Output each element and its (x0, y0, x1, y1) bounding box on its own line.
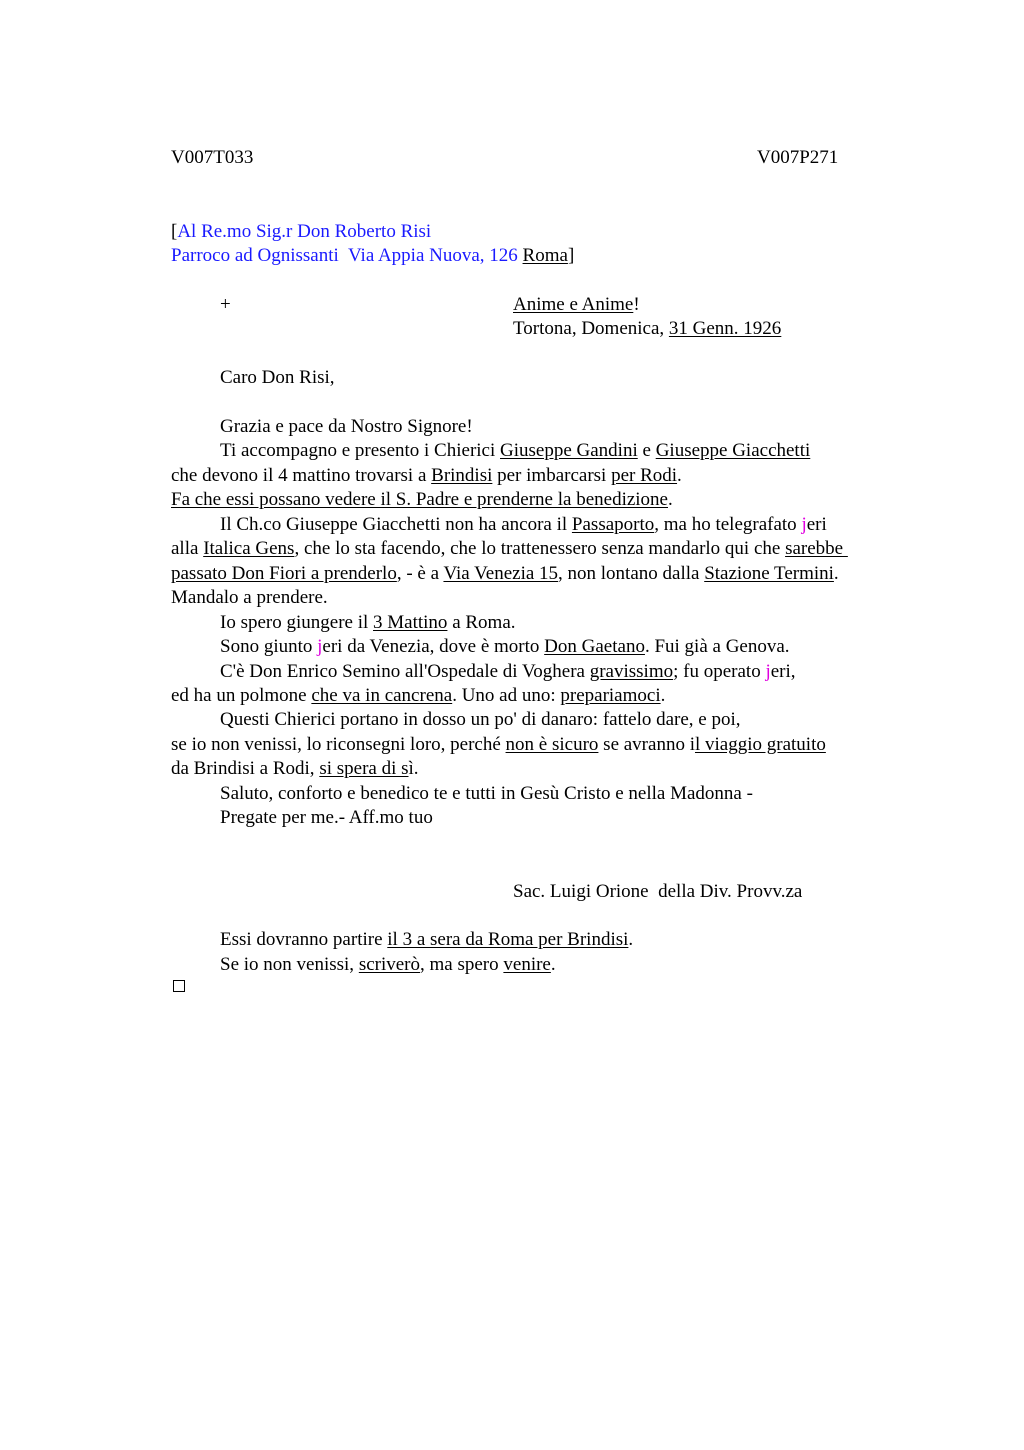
text: Sono giunto (220, 636, 318, 657)
body-line-5 (220, 513, 827, 537)
body-line-12 (171, 684, 665, 708)
motto (513, 293, 640, 317)
body-line-16: Saluto, conforto e benedico te e tutti in Gesù Cristo e nella Madonna - (220, 783, 753, 804)
body-line-9 (220, 611, 516, 635)
text: da Brindisi a Rodi, (171, 758, 320, 779)
text: Il Ch.co Giuseppe Giacchetti non ha ancora il (220, 514, 572, 535)
text: . (668, 489, 673, 510)
text: . (833, 563, 839, 584)
text: a Roma. (447, 612, 516, 633)
body-line-13: Questi Chierici portano in dosso un po' di danaro: fattelo dare, e poi, (220, 709, 741, 730)
body-line-10 (220, 635, 790, 659)
text: che devono il 4 mattino trovarsi a (171, 465, 432, 486)
text: per imbarcarsi (492, 465, 612, 486)
salutation: Caro Don Risi, (220, 367, 335, 388)
text: Se io non venissi, (220, 954, 359, 975)
text: eri (806, 514, 827, 535)
date: 31 Genn. 1926 (668, 318, 782, 339)
motto-text: Anime e Anime (513, 294, 634, 315)
text: . Fui già a Genova. (644, 636, 790, 657)
text: non è sicuro (505, 734, 599, 755)
body-line-3 (171, 464, 682, 488)
text: . (628, 929, 634, 950)
text: si spera di s (319, 758, 409, 779)
highlight-j: j (801, 514, 807, 535)
text: prepariamoci (560, 685, 661, 706)
checkbox-square-icon (173, 980, 185, 992)
text: . (677, 465, 682, 486)
highlight-j: j (317, 636, 323, 657)
address-line-2 (171, 244, 574, 268)
text: , che lo sta facendo, che lo trattenessero senza mandarlo qui che (294, 538, 786, 559)
passaporto: Passaporto (571, 514, 655, 535)
text: e (637, 440, 656, 461)
doc-code-right: V007P271 (757, 147, 839, 168)
text: che va in cancrena (311, 685, 453, 706)
signature: Sac. Luigi Orione della Div. Provv.za (513, 881, 803, 902)
postscript-line-2 (220, 953, 556, 977)
body-line-4 (171, 488, 673, 512)
don-gaetano: Don Gaetano (544, 636, 645, 657)
doc-code-left: V007T033 (171, 147, 254, 168)
body-line-15 (171, 757, 419, 781)
recipient-name: Al Re.mo Sig.r Don Roberto Risi (177, 221, 432, 242)
body-line-7 (171, 562, 839, 586)
recipient-address: Parroco ad Ognissanti Via Appia Nuova, 126 (171, 245, 523, 266)
body-line-8: Mandalo a prendere. (171, 587, 328, 608)
text: . Uno ad uno: (452, 685, 561, 706)
text: , ma ho telegrafato (654, 514, 802, 535)
text: eri da Venezia, dove è morto (322, 636, 545, 657)
text: se io non venissi, lo riconsegni loro, perché (171, 734, 506, 755)
text: scriverò (358, 954, 421, 975)
cross-mark: + (220, 294, 231, 315)
text: Fa che essi possano vedere il S. Padre e prenderne la benedizione (171, 489, 668, 510)
text: ed ha un polmone (171, 685, 312, 706)
text: Essi dovranno partire (220, 929, 388, 950)
name-giacchetti: Giuseppe Giacchetti (655, 440, 811, 461)
gravissimo: gravissimo (589, 661, 674, 682)
bracket-close: ] (567, 245, 575, 266)
place-rodi: per Rodi (611, 465, 678, 486)
recipient-city: Roma (522, 245, 568, 266)
text: . (550, 954, 556, 975)
body-line-6 (171, 537, 848, 561)
text: , ma spero (420, 954, 504, 975)
text: se avranno i (598, 734, 695, 755)
text: venire (503, 954, 551, 975)
text: ; fu operato (673, 661, 766, 682)
text: passato Don Fiori a prenderlo (171, 563, 397, 584)
body-line-14 (171, 733, 826, 757)
date-prefix: Tortona, Domenica, (513, 318, 669, 339)
text: Io spero giungere il (220, 612, 374, 633)
body-line-11 (220, 660, 796, 684)
text: , - è a (396, 563, 444, 584)
text: eri, (770, 661, 796, 682)
text: alla (171, 538, 204, 559)
highlight-j: j (765, 661, 771, 682)
name-gandini: Giuseppe Gandini (500, 440, 638, 461)
via-venezia: Via Venezia 15 (443, 563, 559, 584)
date-line (513, 317, 781, 341)
body-line-17: Pregate per me.- Aff.mo tuo (220, 807, 433, 828)
body-line-2 (220, 439, 810, 463)
motto-excl: ! (633, 294, 640, 315)
body-line-1: Grazia e pace da Nostro Signore! (220, 416, 473, 437)
text: ì. (408, 758, 419, 779)
text: sarebbe (785, 538, 848, 559)
text: . (660, 685, 666, 706)
text: l viaggio gratuito (694, 734, 826, 755)
italica-gens: Italica Gens (203, 538, 295, 559)
place-brindisi: Brindisi (431, 465, 493, 486)
postscript-line-1 (220, 928, 633, 952)
bracket-open: [ (171, 221, 178, 242)
text: Ti accompagno e presento i Chierici (220, 440, 501, 461)
text: il 3 a sera da Roma per Brindisi (387, 929, 629, 950)
tre-mattino: 3 Mattino (373, 612, 448, 633)
address-line-1 (171, 220, 431, 244)
text: C'è Don Enrico Semino all'Ospedale di Voghera (220, 661, 590, 682)
stazione-termini: Stazione Termini (704, 563, 834, 584)
text: , non lontano dalla (558, 563, 705, 584)
